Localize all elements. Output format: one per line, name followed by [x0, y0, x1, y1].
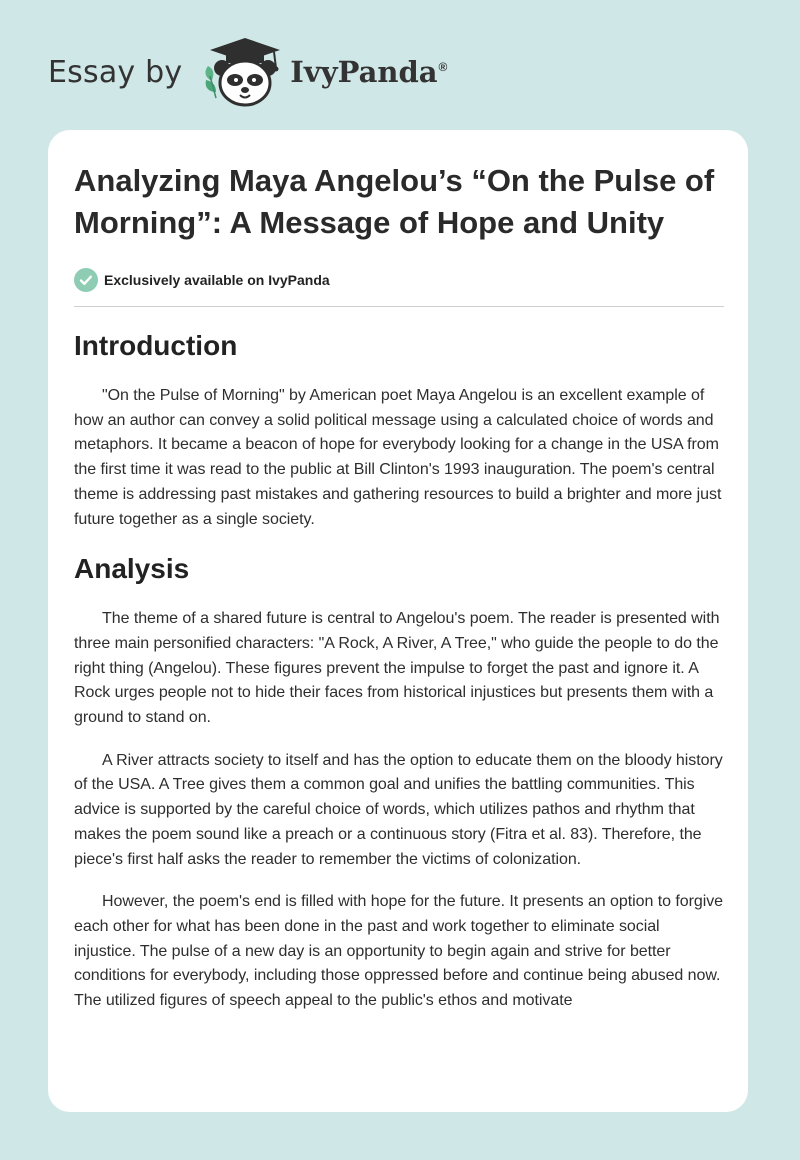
- essay-card: [48, 130, 748, 1112]
- title-divider: [74, 306, 724, 307]
- intro-paragraph: "On the Pulse of Morning" by American poet Maya Angelou is an excellent example of how an author can convey a solid political message using a calculated choice of words and metaphors. It became a beacon of hope for everybody looking for a change in the USA from the first time it was read to the public at Bill Clinton's 1993 inauguration. The poem's central theme is addressing past mistakes and gathering resources to build a brighter and more just future together as a single society.: [74, 387, 722, 528]
- panda-graduate-logo-icon[interactable]: [200, 36, 286, 108]
- registered-mark: ®: [438, 60, 448, 75]
- check-circle-icon: [74, 268, 98, 292]
- essay-by-label: Essay by: [48, 54, 183, 90]
- section-heading-introduction: Introduction: [74, 330, 238, 361]
- exclusive-badge: [74, 268, 724, 292]
- site-header: [48, 36, 447, 108]
- essay-title: Analyzing Maya Angelou’s “On the Pulse of Morning”: A Message of Hope and Unity: [74, 163, 715, 240]
- section-heading-analysis: Analysis: [74, 553, 190, 585]
- essay-content: [74, 160, 724, 1014]
- analysis-paragraph: A River attracts society to itself and has the option to educate them on the bloody history of the USA. A Tree gives them a common goal and unifies the battling communities. This advice is supported by the careful choice of words, which utilizes pathos and rhythm that makes the poem sound like a preach or a continuous story (Fitra et al. 83). Therefore, the piece's first half asks the reader to remember the victims of colonization.: [74, 751, 723, 868]
- analysis-paragraph: However, the poem's end is filled with hope for the future. It presents an option to forgive each other for what has been done in the past and work together to eliminate social injustice. The pulse of a new day is an opportunity to begin again and strive for better conditions for everybody, including those oppressed before and continue being abused now. The utilized figures of speech appeal to the public's ethos and motivate: [74, 893, 724, 1010]
- ivypanda-brand-name[interactable]: IvyPanda®: [290, 55, 448, 89]
- analysis-paragraph: The theme of a shared future is central to Angelou's poem. The reader is presented with three main personified characters: "A Rock, A River, A Tree," who guide the people to do the right thing (Angelou). These figures prevent the impulse to forget the past and ignore it. A Rock urges people not to hide their faces from historical injustices but presents them with a ground to stand on.: [74, 610, 720, 727]
- exclusive-badge-text: Exclusively available on IvyPanda: [104, 272, 330, 288]
